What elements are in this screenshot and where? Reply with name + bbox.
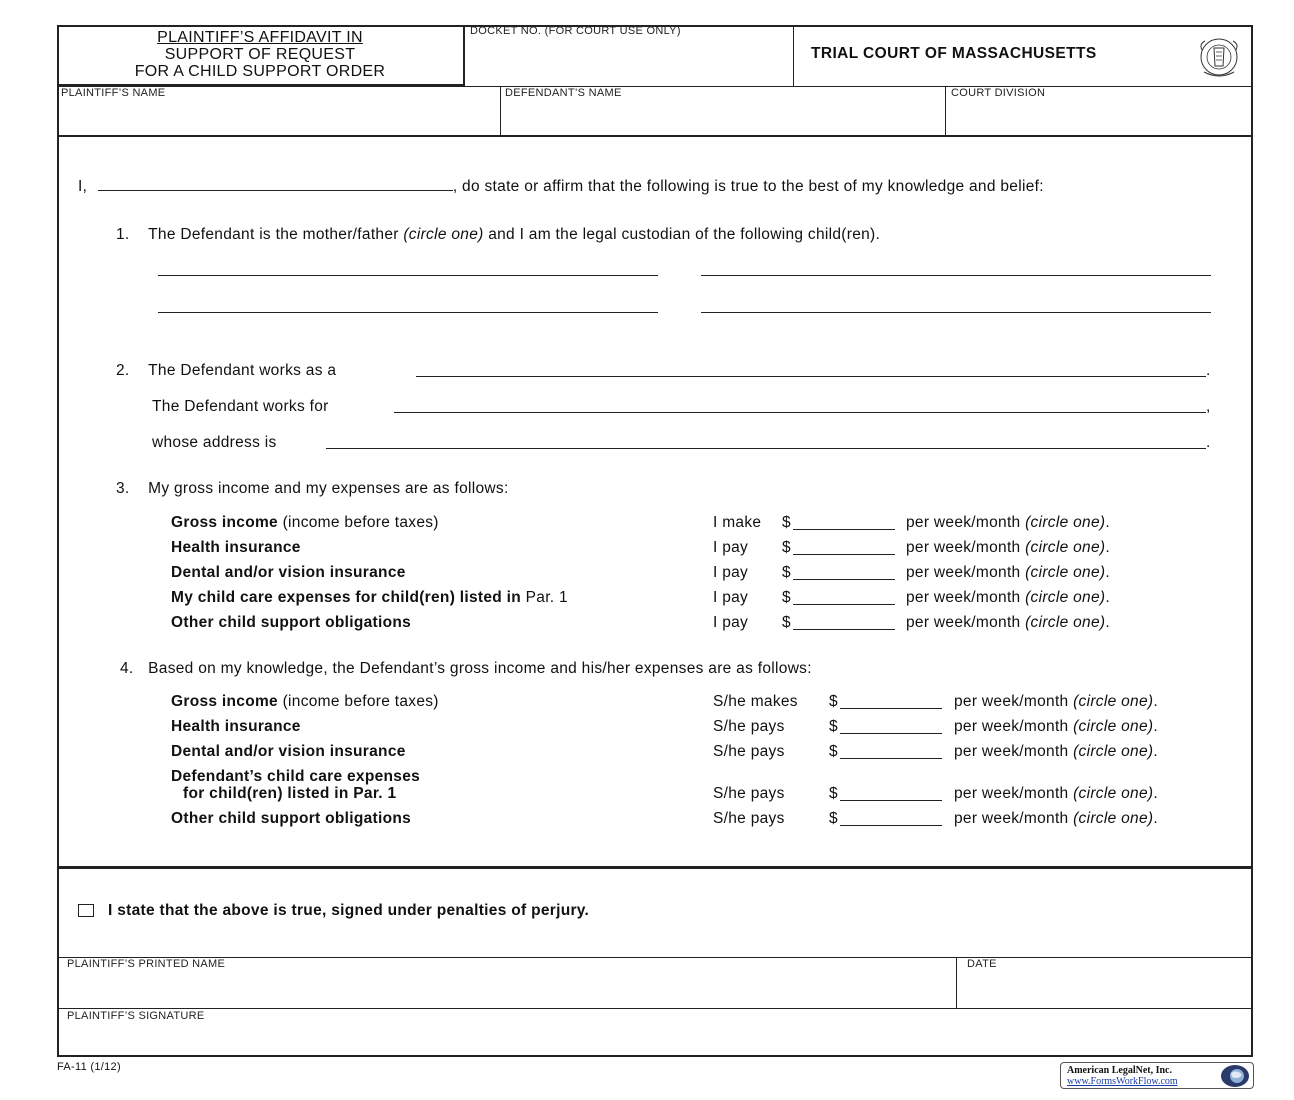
form-id: FA-11 (1/12) <box>57 1061 121 1073</box>
defendant-row-verb: S/he pays <box>713 718 785 735</box>
plaintiff-row-verb: I pay <box>713 614 749 631</box>
plaintiff-row-period: per week/month (circle one). <box>906 564 1110 581</box>
defendant-row-label: Health insurance <box>171 718 301 735</box>
defendant-row-verb: S/he pays <box>713 743 785 760</box>
defendant-amount-blank[interactable] <box>840 758 942 759</box>
plaintiff-row-verb: I pay <box>713 539 749 556</box>
plaintiff-row-verb: I pay <box>713 564 749 581</box>
item-1 <box>116 226 880 244</box>
court-division-label: COURT DIVISION <box>951 87 1046 99</box>
plaintiff-amount-blank[interactable] <box>793 629 895 630</box>
item-1-text-b: and I am the legal custodian of the following child(ren). <box>488 226 881 243</box>
docket-field[interactable] <box>467 38 792 84</box>
works-for-label: The Defendant works for <box>152 398 329 415</box>
defendant-row-currency: $ <box>829 743 838 760</box>
defendant-name-field[interactable] <box>502 100 944 134</box>
plaintiff-row-label: Health insurance <box>171 539 301 556</box>
plaintiff-row-currency: $ <box>782 539 791 556</box>
defendant-row-verb: S/he pays <box>713 810 785 827</box>
title-line-3: FOR A CHILD SUPPORT ORDER <box>134 63 386 80</box>
title-line-1: PLAINTIFF’S AFFIDAVIT IN <box>157 29 363 46</box>
defendant-row-label: Other child support obligations <box>171 810 412 827</box>
plaintiff-amount-blank[interactable] <box>793 554 895 555</box>
item-3-heading: My gross income and my expenses are as follows: <box>148 480 509 497</box>
defendant-row-currency: $ <box>829 810 838 827</box>
plaintiff-row-period: per week/month (circle one). <box>906 589 1110 606</box>
defendant-row-label: Dental and/or vision insurance <box>171 743 406 760</box>
defendant-amount-blank[interactable] <box>840 733 942 734</box>
item-4 <box>120 660 812 678</box>
plaintiff-row-label: Other child support obligations <box>171 614 412 631</box>
child-name-blank-2[interactable] <box>701 275 1211 276</box>
defendant-row-verb: S/he makes <box>713 693 798 710</box>
item-2-number: 2. <box>116 362 130 379</box>
intro-prefix: I, <box>78 178 88 195</box>
works-as-label: The Defendant works as a <box>148 362 337 379</box>
plaintiff-row-currency: $ <box>782 589 791 606</box>
plaintiff-row-period: per week/month (circle one). <box>906 614 1110 631</box>
item-4-heading: Based on my knowledge, the Defendant’s gross income and his/her expenses are as follows: <box>148 660 812 677</box>
signature-field[interactable] <box>59 1024 1251 1054</box>
attestation-text: I state that the above is true, signed under penalties of perjury. <box>108 902 590 919</box>
defendant-amount-blank[interactable] <box>840 708 942 709</box>
item-3 <box>116 480 509 498</box>
plaintiff-row-currency: $ <box>782 564 791 581</box>
printed-name-field[interactable] <box>59 972 954 1006</box>
plaintiff-row-label: My child care expenses for child(ren) listed in Par. 1 <box>171 589 568 606</box>
plaintiff-amount-blank[interactable] <box>793 604 895 605</box>
plaintiff-row-currency: $ <box>782 614 791 631</box>
item-2-works-as <box>116 362 336 380</box>
signature-label: PLAINTIFF’S SIGNATURE <box>67 1010 205 1022</box>
child-name-blank-3[interactable] <box>158 312 658 313</box>
docket-label: DOCKET NO. (FOR COURT USE ONLY) <box>470 25 681 37</box>
date-field[interactable] <box>958 972 1251 1006</box>
defendant-row-period: per week/month (circle one). <box>954 785 1158 802</box>
item-4-number: 4. <box>120 660 134 677</box>
plaintiff-name-field[interactable] <box>59 100 499 134</box>
defendant-row-label: Gross income (income before taxes) <box>171 693 439 710</box>
defendant-row-label: Defendant’s child care expenses for child(ren) listed in Par. 1 <box>171 768 421 802</box>
defendant-name-label: DEFENDANT’S NAME <box>505 87 622 99</box>
plaintiff-row-period: per week/month (circle one). <box>906 539 1110 556</box>
vendor-url[interactable]: www.FormsWorkFlow.com <box>1067 1076 1178 1087</box>
defendant-row-currency: $ <box>829 785 838 802</box>
plaintiff-name-label: PLAINTIFF’S NAME <box>61 87 166 99</box>
affiant-name-blank[interactable] <box>98 176 453 191</box>
item-3-number: 3. <box>116 480 130 497</box>
perjury-attestation-checkbox[interactable] <box>78 904 94 917</box>
defendant-amount-blank[interactable] <box>840 800 942 801</box>
defendant-row-period: per week/month (circle one). <box>954 743 1158 760</box>
vendor-name: American LegalNet, Inc. <box>1067 1065 1172 1076</box>
defendant-row-currency: $ <box>829 718 838 735</box>
defendant-row-currency: $ <box>829 693 838 710</box>
defendant-row-period: per week/month (circle one). <box>954 693 1158 710</box>
item-1-circle-note: (circle one) <box>403 226 484 243</box>
court-name: TRIAL COURT OF MASSACHUSETTS <box>811 45 1097 62</box>
vendor-logo <box>1060 1062 1254 1089</box>
plaintiff-amount-blank[interactable] <box>793 529 895 530</box>
plaintiff-row-label: Dental and/or vision insurance <box>171 564 406 581</box>
printed-name-label: PLAINTIFF’S PRINTED NAME <box>67 958 226 970</box>
form-title <box>57 25 465 86</box>
date-label: DATE <box>967 958 997 970</box>
globe-icon <box>1217 1064 1251 1088</box>
plaintiff-amount-blank[interactable] <box>793 579 895 580</box>
title-line-2: SUPPORT OF REQUEST <box>164 46 356 63</box>
plaintiff-row-currency: $ <box>782 514 791 531</box>
intro-suffix: , do state or affirm that the following is true to the best of my knowledge and belief: <box>452 178 1044 195</box>
child-name-blank-1[interactable] <box>158 275 658 276</box>
child-name-blank-4[interactable] <box>701 312 1211 313</box>
occupation-blank[interactable] <box>416 376 1206 377</box>
item-1-text-a: The Defendant is the mother/father <box>148 226 399 243</box>
item-1-number: 1. <box>116 226 130 243</box>
plaintiff-row-verb: I pay <box>713 589 749 606</box>
defendant-amount-blank[interactable] <box>840 825 942 826</box>
plaintiff-row-period: per week/month (circle one). <box>906 514 1110 531</box>
employer-address-blank[interactable] <box>326 448 1206 449</box>
defendant-row-period: per week/month (circle one). <box>954 718 1158 735</box>
massachusetts-seal-icon <box>1194 32 1244 82</box>
defendant-row-period: per week/month (circle one). <box>954 810 1158 827</box>
intro-statement <box>78 176 1044 196</box>
employer-blank[interactable] <box>394 412 1206 413</box>
plaintiff-row-label: Gross income (income before taxes) <box>171 514 439 531</box>
court-division-field[interactable] <box>947 100 1251 134</box>
defendant-row-verb: S/he pays <box>713 785 785 802</box>
address-label: whose address is <box>152 434 277 451</box>
plaintiff-row-verb: I make <box>713 514 762 531</box>
